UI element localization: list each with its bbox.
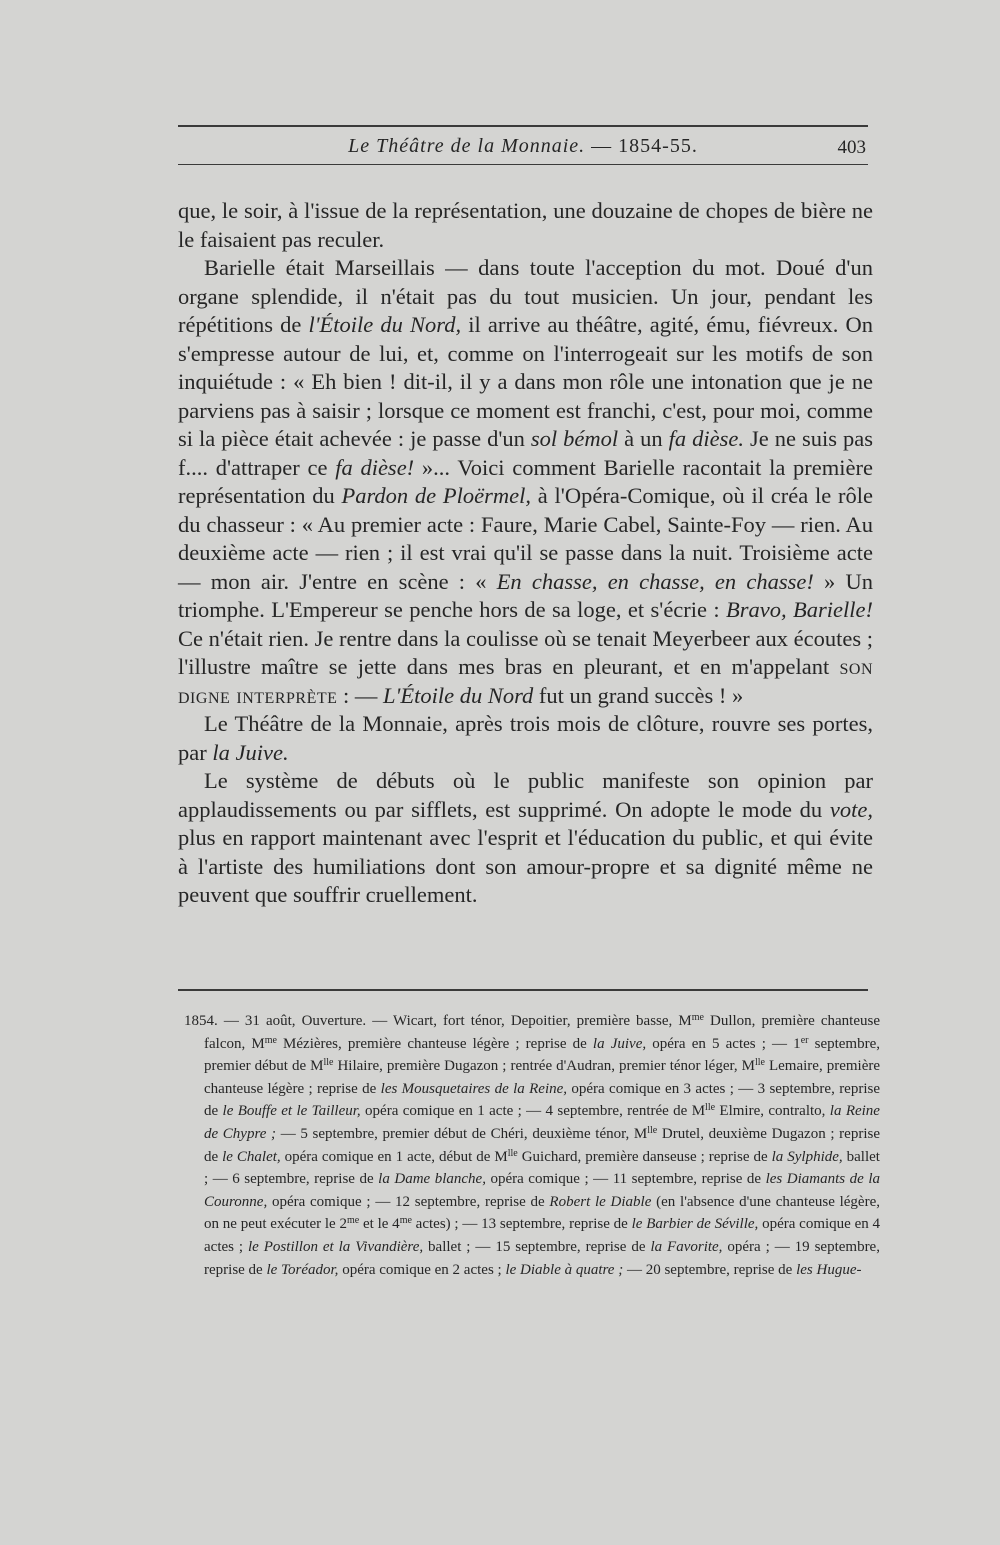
paragraph-2: Barielle était Marseillais — dans toute l'acception du mot. Doué d'un organe splendide, il n'était pas du tout musicien. Un jour, pendant les répétitions de l'Étoile du Nord, il arrive au théâtre, agité, ému, fiévreux. On s'empresse autour de lui, et, comme on l'interrogeait sur les motifs de son inquiétude : « Eh bien ! dit-il, il y a dans mon rôle une intonation que je ne parviens pas à saisir ; lorsque ce moment est franchi, c'est, pour moi, comme si la pièce était achevée : je passe d'un sol bémol à un fa dièse. Je ne suis pas f.... d'attraper ce fa dièse! »... Voici comment Barielle racontait la première représentation du Pardon de Ploërmel, à l'Opéra-Comique, où il créa le rôle du chasseur : « Au premier acte : Faure, Marie Cabel, Sainte-Foy — rien. Au deuxième acte — rien ; il est vrai qu'il se passe dans la nuit. Troisième acte — mon air. J'entre en scène : « En chasse, en chasse, en chasse! » Un triomphe. L'Empereur se penche hors de sa loge, et s'écrie : Bravo, Barielle! Ce n'était rien. Je rentre dans la coulisse où se tenait Meyerbeer aux écoutes ; l'illustre maître se jette dans mes bras en pleurant, et en m'appelant son digne interprète : — L'Étoile du Nord fut un grand succès ! » [178,255,873,708]
main-text [178,197,873,910]
paragraph-3: Le Théâtre de la Monnaie, après trois mois de clôture, rouvre ses portes, par la Juive. [178,711,873,765]
running-title: Le Théâtre de la Monnaie. — 1854-55. [348,135,698,157]
header-bottom-rule [178,164,868,165]
paragraph-1: que, le soir, à l'issue de la représentation, une douzaine de chopes de bière ne le faisaient pas reculer. [178,198,873,252]
header-top-rule [178,125,868,127]
running-header [178,132,868,162]
footnote-1854: 1854. — 31 août, Ouverture. — Wicart, fort ténor, Depoitier, première basse, $M^{me}$ Dullon, première chanteuse falcon, $M^{me}$ Mézières, première chanteuse légère ; reprise de la Juive, opéra en 5 actes ; — 1er septembre, premier début de $M^{lle}$ Hilaire, première Dugazon ; rentrée d'Audran, premier ténor léger, $M^{lle}$ Lemaire, première chanteuse légère ; reprise de les Mousquetaires de la Reine, opéra comique en 3 actes ; — 3 septembre, reprise de le Bouffe et le Tailleur, opéra comique en 1 acte ; — 4 septembre, rentrée de $M^{lle}$ Elmire, contralto, la Reine de Chypre ; — 5 septembre, premier début de Chéri, deuxième ténor, $M^{lle}$ Drutel, deuxième Dugazon ; reprise de le Chalet, opéra comique en 1 acte, début de $M^{lle}$ Guichard, première danseuse ; reprise de la Sylphide, ballet ; — 6 septembre, reprise de la Dame blanche, opéra comique ; — 11 septembre, reprise de les Diamants de la Couronne, opéra comique ; — 12 septembre, reprise de Robert le Diable (en l'absence d'une chanteuse légère, on ne peut exécuter le $2^{me}$ et le $4^{me}$ actes) ; — 13 septembre, reprise de le Barbier de Séville, opéra comique en 4 actes ; le Postillon et la Vivandière, ballet ; — 15 septembre, reprise de la Favorite, opéra ; — 19 septembre, reprise de le Toréador, opéra comique en 2 actes ; le Diable à quatre ; — 20 septembre, reprise de les Hugue- [184,1012,881,1278]
footnote-rule [178,989,868,991]
footnotes [178,1010,880,1281]
paragraph-4: Le système de débuts où le public manifeste son opinion par applaudissements ou par sifflets, est supprimé. On adopte le mode du vote, plus en rapport maintenant avec l'esprit et l'éducation du public, et qui évite à l'artiste des humiliations dont son amour-propre et sa dignité même ne peuvent que souffrir cruellement. [178,768,873,907]
page-number: 403 [837,137,866,158]
